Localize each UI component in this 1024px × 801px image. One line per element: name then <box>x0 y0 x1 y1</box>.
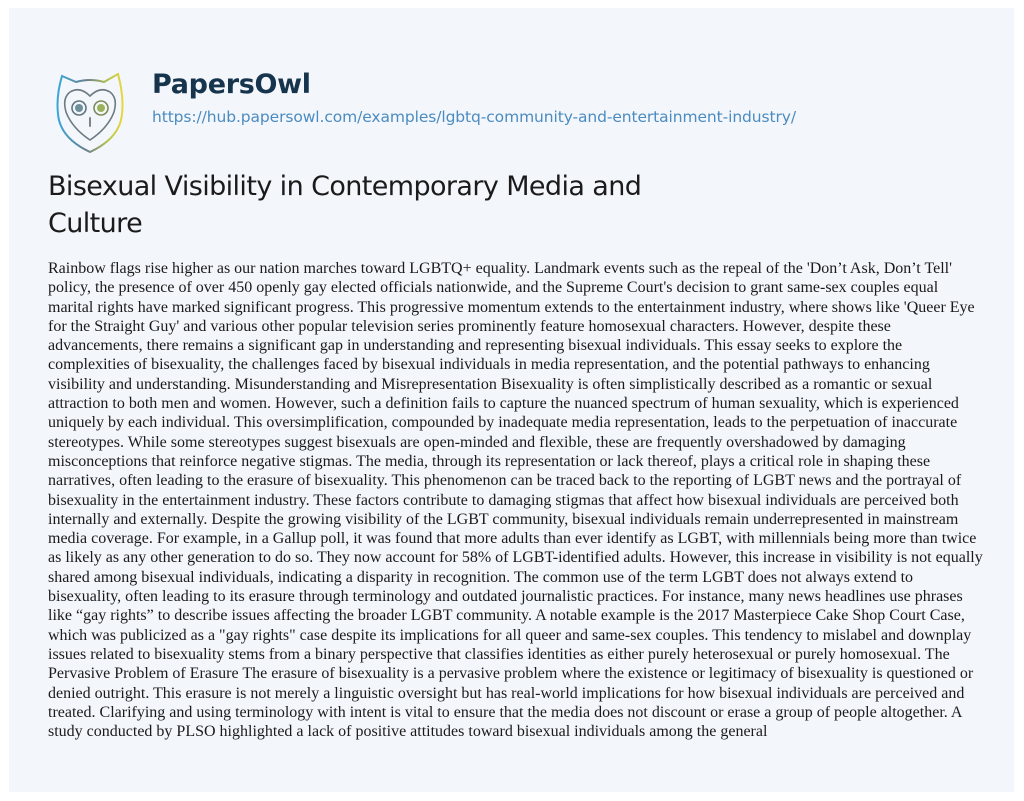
document-body: Rainbow flags rise higher as our nation marches toward LGBTQ+ equality. Landmark events such as the repeal of the 'Don’t Ask, Don’t Tell' policy, the presence of over 450 openly gay elected officials nationwide, and the Supreme Court's decision to grant same-sex couples equal marital rights have marked significant progress. This progressive momentum extends to the entertainment industry, where shows like 'Queer Eye for the Straight Guy' and various other popular television series prominently feature homosexual characters. However, despite these advancements, there remains a significant gap in understanding and representing bisexual individuals. This essay seeks to explore the complexities of bisexuality, the challenges faced by bisexual individuals in media representation, and the potential pathways to enhancing visibility and understanding. Misunderstanding and Misrepresentation Bisexuality is often simplistically described as a romantic or sexual attraction to both men and women. However, such a definition fails to capture the nuanced spectrum of human sexuality, which is experienced uniquely by each individual. This oversimplification, compounded by inadequate media representation, leads to the perpetuation of inaccurate stereotypes. While some stereotypes suggest bisexuals are open-minded and flexible, these are frequently overshadowed by damaging misconceptions that reinforce negative stigmas. The media, through its representation or lack thereof, plays a critical role in shaping these narratives, often leading to the erasure of bisexuality. This phenomenon can be traced back to the reporting of LGBT news and the portrayal of bisexuality in the entertainment industry. These factors contribute to damaging stigmas that affect how bisexual individuals are perceived both internally and externally. Despite the growing visibility of the LGBT community, bisexual individuals remain underrepresented in mainstream media coverage. For example, in a Gallup poll, it was found that more adults than ever identify as LGBT, with millennials being more than twice as likely as any other generation to do so. They now account for 58% of LGBT-identified adults. However, this increase in visibility is not equally shared among bisexual individuals, indicating a disparity in recognition. The common use of the term LGBT does not always extend to bisexuality, often leading to its erasure through terminology and outdated journalistic practices. For instance, many news headlines use phrases like “gay rights” to describe issues affecting the broader LGBT community. A notable example is the 2017 Masterpiece Cake Shop Court Case, which was publicized as a "gay rights" case despite its implications for all queer and same-sex couples. This tendency to mislabel and downplay issues related to bisexuality stems from a binary perspective that classifies identities as either purely heterosexual or purely homosexual. The Pervasive Problem of Erasure The erasure of bisexuality is a pervasive problem where the existence or legitimacy of bisexuality is questioned or denied outright. This erasure is not merely a linguistic oversight but has real-world implications for how bisexual individuals are perceived and treated. Clarifying and using terminology with intent is vital to ensure that the media does not discount or erase a group of people altogether. A study conducted by PLSO highlighted a lack of positive attitudes toward bisexual individuals among the general <box>48 260 983 741</box>
document-title: Bisexual Visibility in Contemporary Media and Culture <box>48 171 642 239</box>
site-header <box>50 66 796 156</box>
source-url-link[interactable]: https://hub.papersowl.com/examples/lgbtq-community-and-entertainment-industry/ <box>152 108 796 126</box>
brand-name[interactable]: PapersOwl <box>152 69 311 100</box>
owl-logo-icon <box>50 66 130 156</box>
brand <box>152 66 796 128</box>
